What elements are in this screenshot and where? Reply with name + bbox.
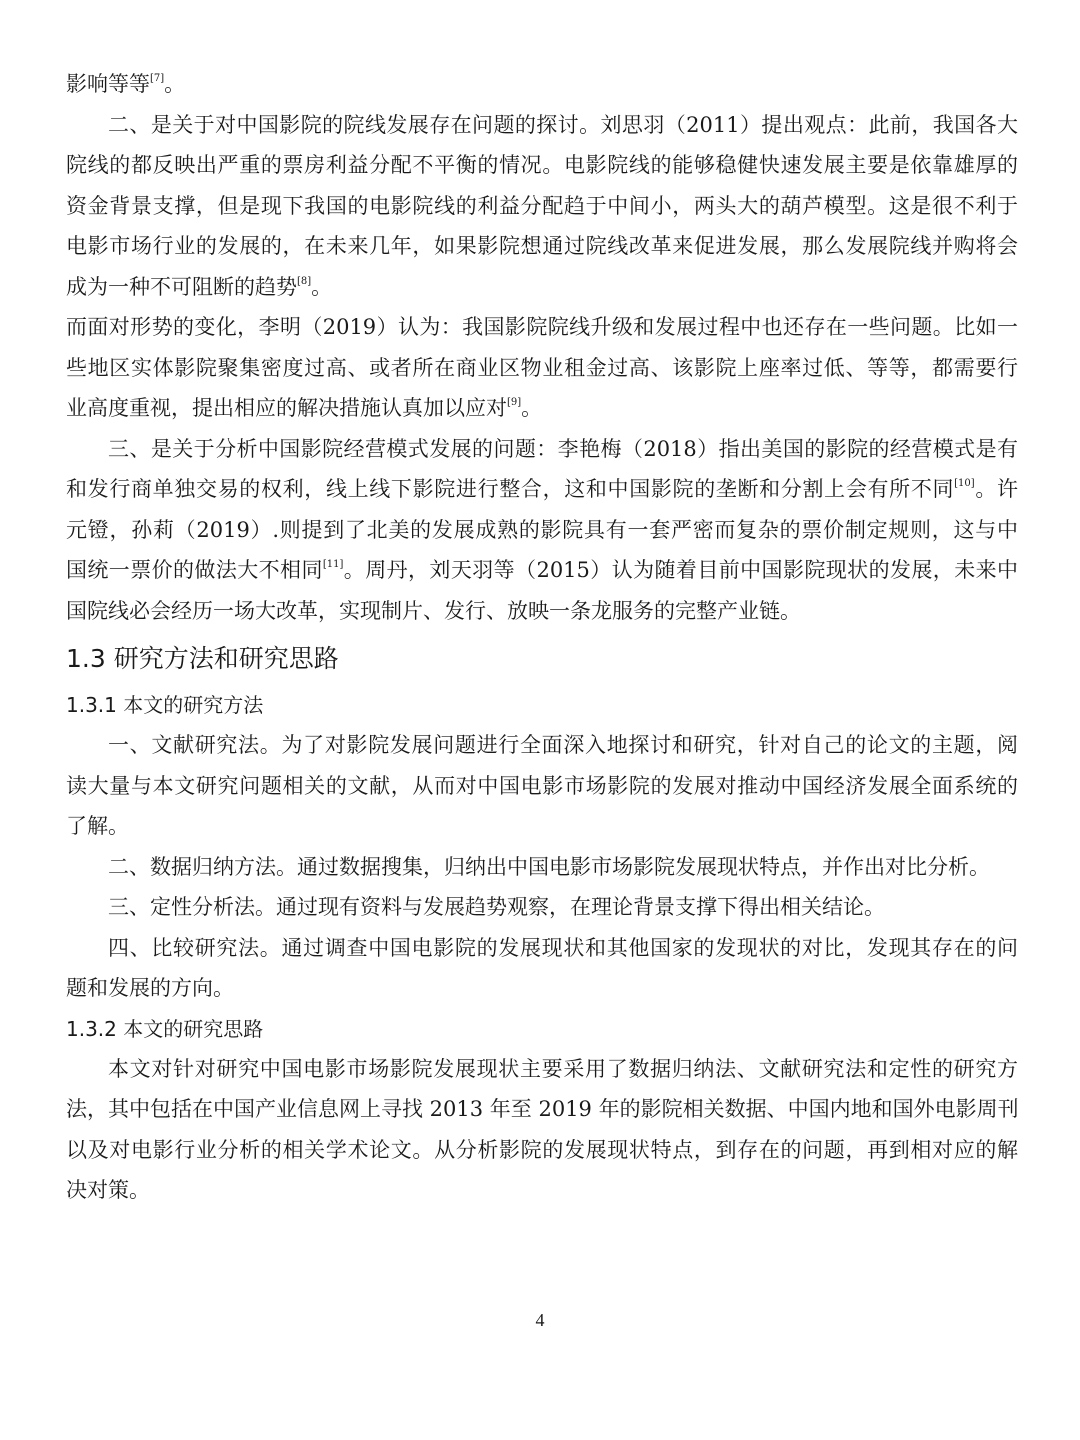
paragraph-line: 题和发展的方向。 — [66, 976, 234, 1000]
text-run: 影响等等 — [66, 72, 150, 96]
paragraph-situation-change — [66, 307, 1018, 429]
paragraph-line: 二、数据归纳方法。通过数据搜集，归纳出中国电影市场影院发展现状特点，并作出对比分析。 — [108, 854, 990, 879]
subsection-heading: 1.3.2 本文的研究思路 — [66, 1016, 264, 1041]
paragraph-line: 三、是关于分析中国影院经营模式发展的问题：李艳梅（2018）指出美国的影院的经营模式是有 — [108, 436, 1018, 461]
text-run: 。 — [164, 72, 186, 96]
paragraph-line: 读大量与本文研究问题相关的文献，从而对中国电影市场影院的发展对推动中国经济发展全面系统的 — [66, 773, 1018, 798]
paragraph-data-method — [66, 847, 1018, 888]
paragraph-line — [66, 388, 1018, 429]
paragraph-line: 电影市场行业的发展的，在未来几年，如果影院想通过院线改革来促进发展，那么发展院线并购将会 — [66, 234, 1018, 258]
citation-ref: [9] — [507, 397, 522, 408]
text-run: 业高度重视，提出相应的解决措施认真加以应对 — [66, 396, 507, 420]
paragraph-line: 些地区实体影院聚集密度过高、或者所在商业区物业租金过高、该影院上座率过低、等等，都需要行 — [66, 355, 1018, 380]
paragraph-line: 决对策。 — [66, 1178, 150, 1202]
subsection-heading: 1.3.1 本文的研究方法 — [66, 693, 264, 717]
citation-ref: [8] — [297, 275, 312, 287]
paragraph-line — [66, 550, 1018, 591]
paragraph-line: 三、定性分析法。通过现有资料与发展趋势观察，在理论背景支撑下得出相关结论。 — [108, 895, 885, 919]
paragraph-continuation — [66, 64, 1018, 105]
paragraph-line: 四、比较研究法。通过调查中国电影院的发展现状和其他国家的发现状的对比，发现其存在的问 — [108, 935, 1018, 960]
paragraph-business-model — [66, 429, 1018, 632]
paragraph-line — [66, 469, 1018, 510]
paragraph-line: 本文对针对研究中国电影市场影院发展现状主要采用了数据归纳法、文献研究法和定性的研究方 — [108, 1056, 1018, 1081]
paragraph-line: 元镫，孙莉（2019）.则提到了北美的发展成熟的影院具有一套严密而复杂的票价制定规则，这与中 — [66, 517, 1018, 542]
text-run: 和发行商单独交易的权利，线上线下影院进行整合，这和中国影院的垄断和分割上会有所不同 — [66, 477, 955, 501]
citation-ref: [7] — [150, 73, 165, 84]
paragraph-line: 而面对形势的变化，李明（2019）认为：我国影院院线升级和发展过程中也还存在一些问题。比如一 — [66, 315, 1018, 339]
text-run: 。周丹，刘天羽等（2015）认为随着目前中国影院现状的发展，未来中 — [343, 558, 1019, 582]
paragraph-line: 国院线必会经历一场大改革，实现制片、发行、放映一条龙服务的完整产业链。 — [66, 598, 801, 623]
page-body — [66, 64, 1018, 1211]
citation-ref: [11] — [322, 559, 344, 570]
paragraph-literature-method — [66, 725, 1018, 847]
paragraph-line: 法，其中包括在中国产业信息网上寻找 2013 年至 2019 年的影院相关数据、中国内地和国外电影周刊 — [66, 1097, 1019, 1121]
paragraph-line: 了解。 — [66, 814, 129, 838]
section-heading: 1.3 研究方法和研究思路 — [66, 644, 339, 673]
paragraph-line: 院线的都反映出严重的票房利益分配不平衡的情况。电影院线的能够稳健快速发展主要是依靠雄厚的 — [66, 153, 1018, 177]
paragraph-cinema-chain-issues — [66, 105, 1018, 308]
paragraph-comparative-method — [66, 928, 1018, 1009]
page-number: 4 — [535, 1310, 545, 1330]
text-run: 成为一种不可阻断的趋势 — [66, 274, 297, 299]
paragraph-qualitative-method — [66, 887, 1018, 928]
text-run: 国统一票价的做法大不相同 — [66, 558, 323, 582]
text-run: 。许 — [974, 477, 1019, 501]
paragraph-line: 一、文献研究法。为了对影院发展问题进行全面深入地探讨和研究，针对自己的论文的主题，阅 — [108, 733, 1018, 757]
text-run: 。 — [521, 396, 543, 420]
paragraph-research-approach — [66, 1049, 1018, 1211]
paragraph-line: 以及对电影行业分析的相关学术论文。从分析影院的发展现状特点，到存在的问题，再到相对应的解 — [66, 1137, 1018, 1162]
paragraph-line — [66, 267, 1018, 308]
citation-ref: [10] — [954, 478, 975, 489]
text-run: 。 — [311, 274, 333, 299]
paragraph-line: 资金背景支撑，但是现下我国的电影院线的利益分配趋于中间小，两头大的葫芦模型。这是很不利于 — [66, 193, 1018, 218]
paragraph-line: 二、是关于对中国影院的院线发展存在问题的探讨。刘思羽（2011）提出观点：此前，我国各大 — [108, 112, 1018, 137]
